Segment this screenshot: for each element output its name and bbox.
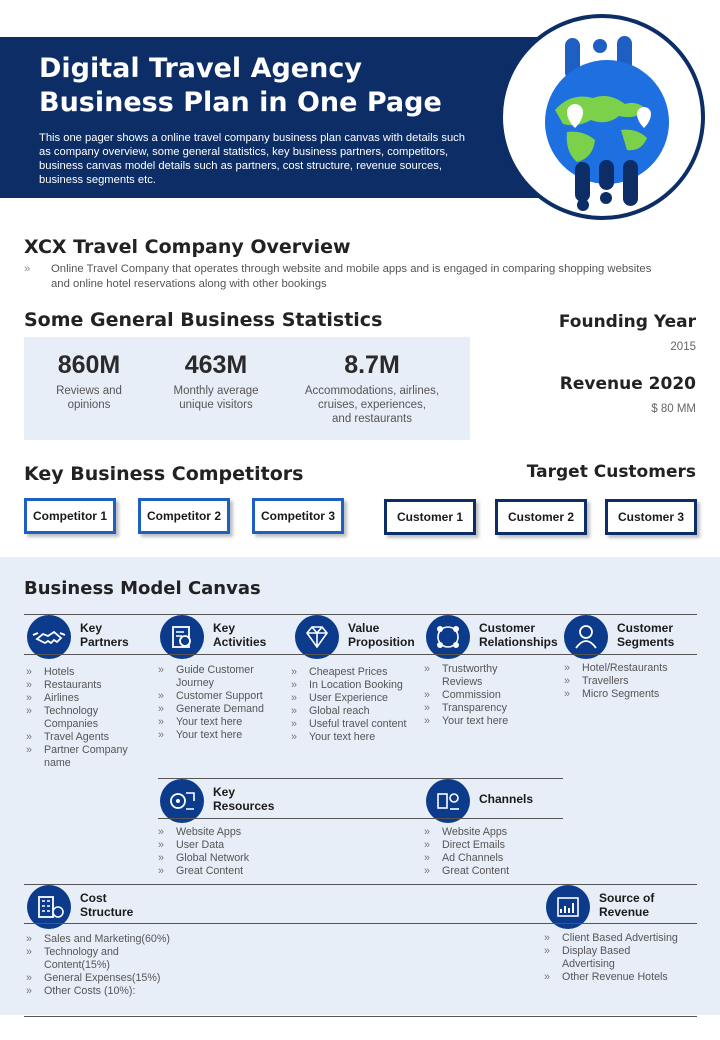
globe-logo-icon — [497, 12, 707, 222]
customer-2-box: Customer 2 — [495, 499, 587, 535]
overview-text — [24, 262, 664, 292]
customer-segments-title: Customer Segments — [617, 621, 675, 649]
page-title-line-2: Business Plan in One Page — [39, 87, 442, 118]
overview-body: Online Travel Company that operates through website and mobile apps and is engaged in comparing shopping websites and online hotel reservations along with other bookings — [51, 263, 652, 290]
resources-icon — [160, 779, 204, 823]
competitor-1-box: Competitor 1 — [24, 498, 116, 534]
list-item: » Website Apps — [158, 826, 288, 839]
list-item: » Ad Channels — [424, 852, 554, 865]
list-item: » Global reach — [291, 705, 407, 718]
list-item: » Great Content — [424, 865, 554, 878]
key-partners-list — [26, 666, 144, 770]
gear-document-icon — [160, 615, 204, 659]
divider — [24, 654, 697, 655]
founding-year-value: 2015 — [670, 341, 696, 353]
list-item: » User Data — [158, 839, 288, 852]
list-item: » Travel Agents — [26, 731, 144, 744]
channels-list — [424, 826, 554, 878]
stat-value: 8.7M — [344, 351, 400, 379]
stat-label: Accommodations, airlines, cruises, experiences, and restaurants — [304, 385, 440, 425]
list-item: » User Experience — [291, 692, 407, 705]
list-item: » In Location Booking — [291, 679, 407, 692]
list-item: » Transparency — [424, 702, 534, 715]
key-partners-title: Key Partners — [80, 621, 129, 649]
diamond-icon — [295, 615, 339, 659]
revenue-title: Revenue 2020 — [559, 374, 696, 394]
divider — [158, 818, 563, 819]
list-item: » Website Apps — [424, 826, 554, 839]
founding-year-title: Founding Year — [558, 312, 696, 332]
list-item: » Other Costs (10%): — [26, 985, 196, 998]
list-item: » Direct Emails — [424, 839, 554, 852]
divider — [24, 1016, 697, 1017]
cost-structure-list — [26, 933, 196, 998]
source-of-revenue-title: Source of Revenue — [599, 891, 655, 919]
list-item: » Hotel/Restaurants — [564, 662, 704, 675]
list-item: » Restaurants — [26, 679, 144, 692]
canvas-title: Business Model Canvas — [24, 578, 261, 599]
customer-1-box: Customer 1 — [384, 499, 476, 535]
list-item: » Global Network — [158, 852, 288, 865]
customer-segments-list — [564, 662, 704, 701]
competitor-3-box: Competitor 3 — [252, 498, 344, 534]
key-resources-list — [158, 826, 288, 878]
list-item: » Useful travel content — [291, 718, 407, 731]
page-description: This one pager shows a online travel company business plan canvas with details such as company overview, some general statistics, key business partners, competitors, business canvas model details such as partners, cost structure, revenue sources, business segments etc. — [39, 132, 465, 186]
stats-panel — [24, 337, 470, 440]
list-item: » Your text here — [158, 729, 276, 742]
list-item: » Other Revenue Hotels — [544, 971, 702, 984]
target-customers-title: Target Customers — [526, 462, 696, 482]
list-item: » General Expenses(15%) — [26, 972, 196, 985]
key-activities-list — [158, 664, 276, 742]
customer-relationships-title: Customer Relationships — [479, 621, 558, 649]
key-activities-title: Key Activities — [213, 621, 267, 649]
list-item: » Generate Demand — [158, 703, 276, 716]
handshake-icon — [27, 615, 71, 659]
stat-value: 463M — [184, 351, 248, 379]
divider — [24, 923, 697, 924]
customer-relationships-list — [424, 663, 534, 728]
list-item: » Micro Segments — [564, 688, 704, 701]
stat-label: Reviews and opinions — [56, 385, 122, 411]
list-item: » Travellers — [564, 675, 704, 688]
value-proposition-title: Value Proposition — [348, 621, 415, 649]
list-item: » Sales and Marketing(60%) — [26, 933, 196, 946]
revenue-value: $ 80 MM — [651, 403, 696, 415]
divider — [24, 884, 697, 885]
key-resources-title: Key Resources — [213, 785, 275, 813]
list-item: » Commission — [424, 689, 534, 702]
competitors-title: Key Business Competitors — [24, 463, 304, 485]
list-item: » Customer Support — [158, 690, 276, 703]
list-item: » Great Content — [158, 865, 288, 878]
overview-title: XCX Travel Company Overview — [24, 236, 351, 258]
value-proposition-list — [291, 666, 407, 744]
list-item: » Your text here — [158, 716, 276, 729]
page-title-line-1: Digital Travel Agency — [39, 53, 362, 84]
channels-icon — [426, 779, 470, 823]
cost-structure-title: Cost Structure — [80, 891, 134, 919]
list-item: » Technology and Content(15%) — [26, 946, 136, 972]
list-item: » Trustworthy Reviews — [424, 663, 534, 689]
list-item: » Hotels — [26, 666, 144, 679]
list-item: » Cheapest Prices — [291, 666, 407, 679]
list-item: » Guide Customer Journey — [158, 664, 276, 690]
stat-value: 860M — [57, 351, 121, 379]
list-item: » Display Based Advertising — [544, 945, 654, 971]
channels-title: Channels — [479, 792, 534, 806]
list-item: » Your text here — [424, 715, 534, 728]
list-item: » Technology Companies — [26, 705, 144, 731]
list-item: » Partner Company name — [26, 744, 144, 770]
list-item: » Your text here — [291, 731, 407, 744]
customer-3-box: Customer 3 — [605, 499, 697, 535]
list-item: » Airlines — [26, 692, 144, 705]
people-network-icon — [426, 615, 470, 659]
list-item: » Client Based Advertising — [544, 932, 702, 945]
bullet-marker: » — [24, 263, 31, 275]
stat-label: Monthly average unique visitors — [173, 385, 259, 411]
competitor-2-box: Competitor 2 — [138, 498, 230, 534]
divider — [158, 778, 563, 779]
customer-icon — [564, 615, 608, 659]
stats-title: Some General Business Statistics — [24, 309, 383, 331]
page-title — [39, 52, 499, 120]
source-of-revenue-list — [544, 932, 702, 984]
